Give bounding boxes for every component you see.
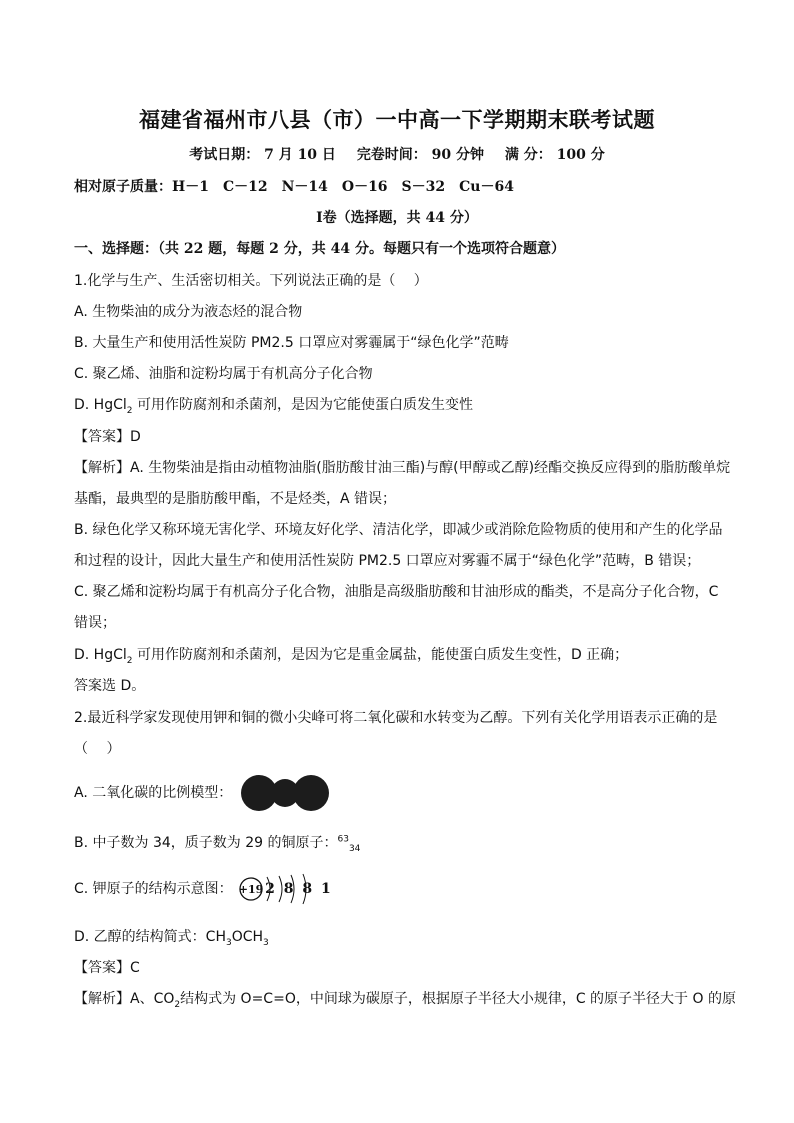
section-instructions: 一、选择题：（共 22 题，每题 2 分，共 44 分。每题只有一个选项符合题意）: [74, 241, 565, 257]
q2-b-mass-number: 63: [337, 834, 349, 845]
q1-explanation-8: 答案选 D。: [74, 678, 146, 694]
q1-d-sub: 2: [126, 405, 133, 416]
q1-explanation-4: 和过程的设计，因此大量生产和使用活性炭防 PM2.5 口罩应对雾霾不属于“绿色化学”范畴，B 错误；: [74, 553, 701, 569]
q1-answer: 【答案】D: [74, 429, 141, 445]
q2-a-text: A. 二氧化碳的比例模型：: [74, 785, 233, 801]
q2-explanation-1: [74, 988, 736, 1010]
q1-d-pre: D. HgCl: [74, 397, 127, 413]
exam-date: 考试日期： 7 月 10 日: [189, 147, 336, 163]
q1-exp7-post: 可用作防腐剂和杀菌剂，是因为它是重金属盐，能使蛋白质发生变性，D 正确；: [132, 647, 629, 663]
q2-d-sub-1: 3: [225, 937, 232, 948]
atomic-masses: 相对原子质量：H－1 C－12 N－14 O－16 S－32 Cu－64: [74, 179, 514, 195]
q1-stem: 1.化学与生产、生活密切相关。下列说法正确的是（ ）: [74, 273, 428, 289]
q1-exp7-sub: 2: [126, 655, 133, 666]
q1-option-a: A. 生物柴油的成分为液态烃的混合物: [74, 304, 303, 320]
q1-explanation-6: 错误；: [74, 615, 116, 631]
q2-option-a: [74, 773, 329, 813]
q2-option-c: [74, 870, 333, 908]
q1-explanation-7: [74, 644, 628, 666]
q2-exp1-pre: 【解析】A、CO: [74, 991, 175, 1007]
exam-score: 满 分： 100 分: [504, 147, 605, 163]
section-title: Ⅰ卷（选择题，共 44 分）: [316, 210, 478, 226]
q1-option-d: [74, 394, 473, 416]
nucleus-label: +19: [238, 883, 264, 896]
oxygen-ball-right: [293, 775, 329, 811]
q1-d-post: 可用作防腐剂和杀菌剂，是因为它能使蛋白质发生变性: [132, 397, 473, 413]
exam-duration: 完卷时间： 90 分钟: [356, 147, 485, 163]
exam-meta: [0, 144, 794, 164]
q1-exp7-pre: D. HgCl: [74, 647, 127, 663]
q2-option-d: [74, 926, 269, 948]
q2-stem-2: （ ）: [74, 741, 121, 757]
q2-c-text: C. 钾原子的结构示意图：: [74, 881, 233, 897]
q2-b-subscript: 34: [348, 843, 361, 854]
q1-explanation-2: 基酯，最典型的是脂肪酸甲酯，不是烃类，A 错误；: [74, 491, 397, 507]
q1-explanation-5: C. 聚乙烯和淀粉均属于有机高分子化合物，油脂是高级脂肪酸和甘油形成的酯类，不是高分子化合物，C: [74, 584, 719, 600]
q2-d-mid: OCH: [231, 929, 264, 945]
q2-answer: 【答案】C: [74, 960, 140, 976]
q2-option-b: [74, 832, 360, 854]
q2-d-sub-2: 3: [263, 937, 269, 948]
q2-stem-1: 2.最近科学家发现使用钾和铜的微小尖峰可将二氧化碳和水转变为乙醇。下列有关化学用语表示正确的是: [74, 710, 718, 726]
q1-option-c: C. 聚乙烯、油脂和淀粉均属于有机高分子化合物: [74, 366, 373, 382]
electron-shell-counts: 2 8 8 1: [265, 881, 333, 897]
q1-explanation-1: 【解析】A. 生物柴油是指由动植物油脂(脂肪酸甘油三酯)与醇(甲醇或乙醇)经酯交换反应得到的脂肪酸单烷: [74, 460, 731, 476]
page-title: 福建省福州市八县（市）一中高一下学期期末联考试题: [139, 107, 655, 132]
q1-explanation-3: B. 绿色化学又称环境无害化学、环境友好化学、清洁化学，即减少或消除危险物质的使用和产生的化学品: [74, 522, 723, 538]
q2-b-text: B. 中子数为 34，质子数为 29 的铜原子：: [74, 835, 338, 851]
q1-option-b: B. 大量生产和使用活性炭防 PM2.5 口罩应对雾霾属于“绿色化学”范畴: [74, 335, 509, 351]
co2-space-filling-model: [241, 773, 329, 813]
q2-exp1-post: 结构式为 O=C=O，中间球为碳原子，根据原子半径大小规律，C 的原子半径大于 O 的原: [180, 991, 736, 1007]
q2-exp1-sub: 2: [174, 999, 181, 1010]
q2-d-pre: D. 乙醇的结构简式：CH: [74, 929, 226, 945]
